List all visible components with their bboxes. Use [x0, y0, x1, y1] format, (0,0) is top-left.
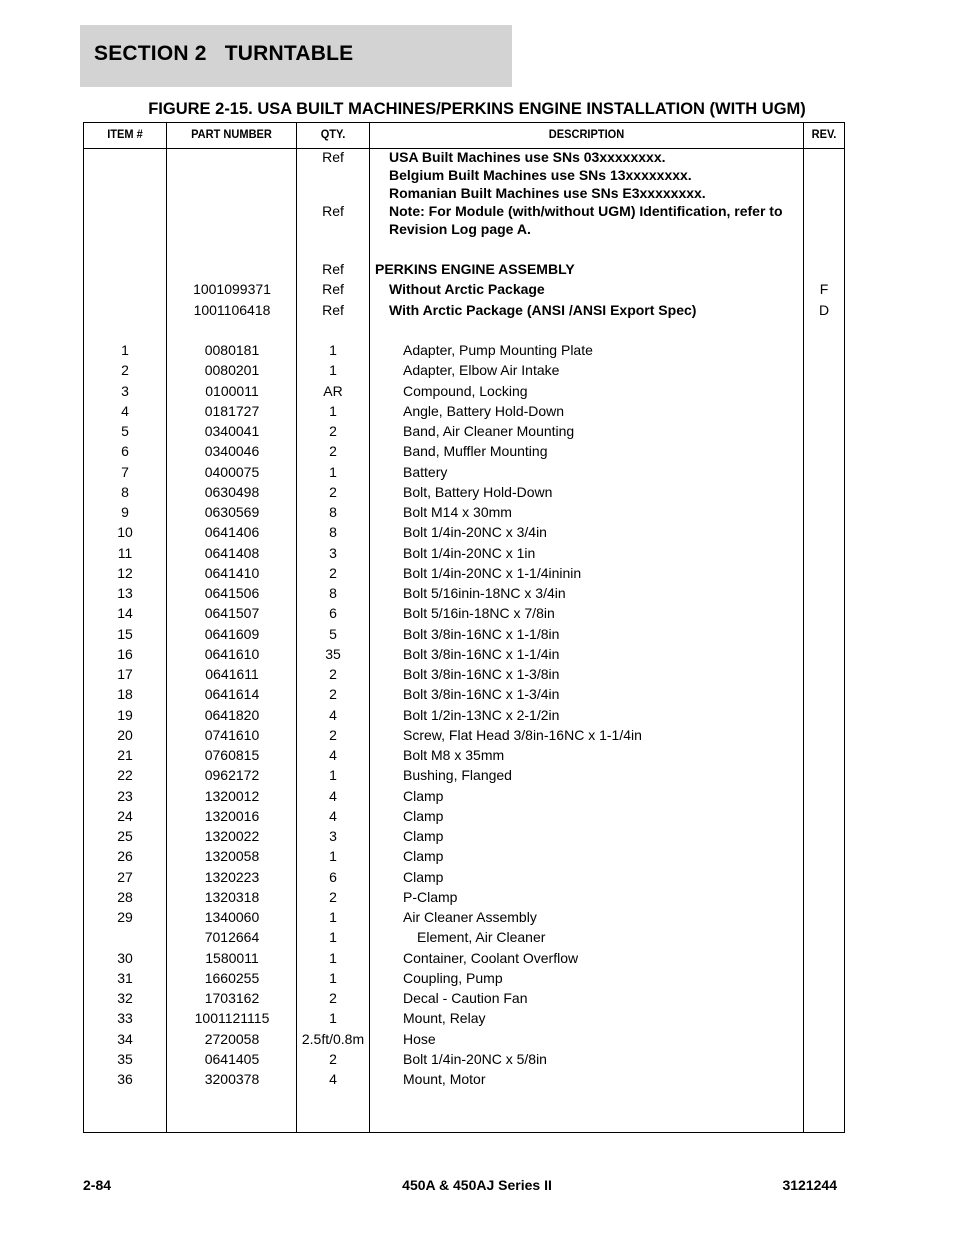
row-description: Compound, Locking — [403, 382, 528, 399]
row-part-number: 7012664 — [204, 929, 260, 946]
row-item-number: 31 — [117, 969, 133, 986]
variant-part-number: 1001106418 — [193, 301, 271, 318]
header-description: DESCRIPTION — [548, 127, 625, 141]
row-qty: 8 — [329, 504, 337, 520]
row-qty: 2 — [329, 666, 337, 682]
row-part-number: 0340041 — [204, 423, 260, 439]
row-qty: 35 — [325, 645, 341, 662]
row-item-number: 25 — [117, 828, 133, 844]
row-part-number: 0641820 — [204, 706, 260, 723]
row-description: Clamp — [403, 807, 444, 824]
row-qty: 2 — [329, 423, 337, 439]
row-description: Bolt 5/16in-18NC x 7/8in — [403, 605, 555, 622]
row-part-number: 1660255 — [204, 969, 260, 986]
row-item-number: 23 — [117, 787, 133, 804]
row-description: Bolt 5/16inin-18NC x 3/4in — [403, 585, 566, 601]
row-item-number: 34 — [117, 1030, 133, 1047]
row-qty: 2 — [329, 1050, 337, 1067]
row-part-number: 0641507 — [204, 605, 260, 622]
row-item-number: 8 — [121, 483, 129, 500]
row-qty: 2 — [329, 443, 337, 460]
row-part-number: 0400075 — [204, 463, 260, 480]
row-description: Clamp — [403, 828, 444, 844]
row-part-number: 0641408 — [204, 544, 260, 561]
row-item-number: 17 — [117, 666, 133, 682]
section-banner — [80, 25, 512, 87]
header-qty: QTY. — [320, 127, 346, 141]
section-title: SECTION 2 TURNTABLE — [94, 42, 354, 65]
row-qty: 1 — [329, 402, 337, 419]
row-qty: 2 — [329, 564, 337, 581]
row-item-number: 29 — [117, 909, 133, 925]
row-description: Bolt 3/8in-16NC x 1-3/4in — [403, 686, 560, 703]
row-part-number: 0641410 — [204, 564, 260, 581]
row-description: Bolt M8 x 35mm — [403, 747, 505, 763]
row-part-number: 1001121115 — [194, 1010, 270, 1027]
row-description: Element, Air Cleaner — [417, 929, 546, 946]
row-description: Bolt 3/8in-16NC x 1-1/8in — [403, 625, 560, 642]
row-description: Bolt 1/4in-20NC x 5/8in — [403, 1050, 547, 1067]
row-qty: 4 — [329, 1071, 337, 1087]
row-qty: 3 — [329, 828, 337, 844]
row-item-number: 28 — [117, 888, 133, 905]
row-part-number: 1320318 — [204, 888, 260, 905]
row-description: Adapter, Elbow Air Intake — [403, 362, 560, 379]
variant-part-number: 1001099371 — [193, 281, 271, 298]
row-description: Decal - Caution Fan — [403, 990, 528, 1006]
header-part-number: PART NUMBER — [191, 127, 272, 141]
row-item-number: 12 — [117, 564, 133, 581]
row-item-number: 4 — [121, 402, 129, 419]
row-part-number: 0641610 — [204, 645, 260, 662]
row-description: Clamp — [403, 787, 444, 804]
footer-page-number: 2-84 — [83, 1177, 112, 1193]
row-qty: 4 — [329, 807, 337, 824]
row-description: Screw, Flat Head 3/8in-16NC x 1-1/4in — [403, 726, 642, 743]
row-qty: 2 — [329, 726, 337, 743]
row-part-number: 1703162 — [204, 990, 260, 1006]
row-qty: AR — [323, 382, 343, 399]
row-description: Bolt M14 x 30mm — [403, 504, 512, 520]
note-qty: Ref — [322, 203, 344, 219]
note-line: Belgium Built Machines use SNs 13xxxxxxxx. — [389, 167, 692, 183]
assembly-description: PERKINS ENGINE ASSEMBLY — [375, 261, 575, 277]
row-item-number: 10 — [117, 524, 133, 541]
row-description: Angle, Battery Hold-Down — [403, 402, 565, 419]
row-part-number: 0340046 — [204, 443, 260, 460]
row-description: Hose — [403, 1030, 436, 1047]
row-part-number: 0181727 — [204, 402, 260, 419]
row-item-number: 16 — [117, 645, 133, 662]
row-part-number: 0630569 — [204, 504, 260, 520]
row-description: Clamp — [403, 868, 444, 885]
row-item-number: 22 — [117, 767, 133, 784]
row-description: Bolt 1/2in-13NC x 2-1/2in — [403, 706, 560, 723]
row-part-number: 0641614 — [204, 686, 260, 703]
row-part-number: 0080181 — [204, 342, 260, 358]
row-part-number: 1320223 — [204, 868, 260, 885]
row-qty: 1 — [329, 949, 337, 966]
row-item-number: 36 — [117, 1071, 133, 1087]
row-description: Bolt 1/4in-20NC x 1in — [403, 544, 536, 561]
row-qty: 4 — [329, 706, 337, 723]
row-item-number: 15 — [117, 625, 133, 642]
variant-description: With Arctic Package (ANSI /ANSI Export Spec) — [389, 301, 697, 318]
variant-qty: Ref — [322, 281, 344, 298]
column-divider — [803, 123, 804, 1132]
parts-table — [83, 122, 845, 1133]
note-line: Note: For Module (with/without UGM) Identification, refer to — [389, 203, 783, 219]
row-description: Bolt 1/4in-20NC x 3/4in — [403, 524, 547, 541]
row-qty: 1 — [329, 463, 337, 480]
row-qty: 4 — [329, 747, 337, 763]
row-part-number: 0630498 — [204, 483, 260, 500]
note-qty: Ref — [322, 149, 344, 165]
row-item-number: 3 — [121, 382, 129, 399]
row-qty: 1 — [329, 969, 337, 986]
row-item-number: 21 — [117, 747, 133, 763]
note-line: Revision Log page A. — [389, 221, 531, 237]
row-description: Clamp — [403, 848, 444, 865]
row-item-number: 24 — [117, 807, 133, 824]
row-part-number: 1320058 — [204, 848, 260, 865]
row-item-number: 33 — [117, 1010, 133, 1027]
row-part-number: 0641405 — [204, 1050, 260, 1067]
variant-rev: D — [818, 301, 830, 318]
note-line: USA Built Machines use SNs 03xxxxxxxx. — [389, 149, 666, 165]
row-item-number: 11 — [117, 544, 133, 561]
row-item-number: 14 — [117, 605, 133, 622]
figure-title: FIGURE 2-15. USA BUILT MACHINES/PERKINS ENGINE INSTALLATION (WITH UGM) — [148, 100, 806, 118]
row-qty: 2 — [329, 990, 337, 1006]
footer-doc-number: 3121244 — [782, 1177, 837, 1193]
row-part-number: 2720058 — [204, 1030, 260, 1047]
row-description: Bolt 3/8in-16NC x 1-1/4in — [403, 645, 560, 662]
row-description: Mount, Relay — [403, 1010, 486, 1027]
row-part-number: 0962172 — [204, 767, 260, 784]
row-part-number: 1320012 — [204, 787, 260, 804]
row-item-number: 5 — [121, 423, 129, 439]
row-qty: 4 — [329, 787, 337, 804]
row-description: Battery — [403, 463, 448, 480]
row-qty: 1 — [329, 909, 337, 925]
footer-model: 450A & 450AJ Series II — [402, 1177, 552, 1193]
row-qty: 2 — [329, 888, 337, 905]
row-item-number: 35 — [117, 1050, 133, 1067]
row-part-number: 1320022 — [204, 828, 260, 844]
row-description: Air Cleaner Assembly — [403, 909, 537, 925]
variant-qty: Ref — [322, 301, 344, 318]
row-description: Container, Coolant Overflow — [403, 949, 579, 966]
row-qty: 8 — [329, 524, 337, 541]
row-description: Bolt, Battery Hold-Down — [403, 483, 553, 500]
row-qty: 3 — [329, 544, 337, 561]
column-divider — [369, 123, 370, 1132]
row-description: Band, Air Cleaner Mounting — [403, 423, 575, 439]
row-qty: 2.5ft/0.8m — [301, 1030, 365, 1047]
row-item-number: 30 — [117, 949, 133, 966]
row-part-number: 0641506 — [204, 585, 260, 601]
row-item-number: 2 — [121, 362, 129, 379]
row-qty: 1 — [329, 342, 337, 358]
row-description: Bushing, Flanged — [403, 767, 512, 784]
row-qty: 6 — [329, 605, 337, 622]
row-part-number: 0641611 — [205, 666, 259, 682]
row-part-number: 1580011 — [205, 949, 259, 966]
row-description: Bolt 3/8in-16NC x 1-3/8in — [403, 666, 560, 682]
row-description: Mount, Motor — [403, 1071, 486, 1087]
row-item-number: 7 — [121, 463, 129, 480]
row-part-number: 0760815 — [204, 747, 260, 763]
row-item-number: 32 — [117, 990, 133, 1006]
variant-rev: F — [819, 281, 829, 298]
row-qty: 2 — [329, 686, 337, 703]
row-item-number: 26 — [117, 848, 133, 865]
row-qty: 5 — [329, 625, 337, 642]
row-part-number: 0080201 — [204, 362, 260, 379]
note-line: Romanian Built Machines use SNs E3xxxxxxxx. — [389, 185, 706, 201]
row-item-number: 1 — [121, 342, 129, 358]
row-qty: 1 — [329, 1010, 337, 1027]
header-rev: REV. — [811, 127, 837, 141]
variant-description: Without Arctic Package — [389, 281, 545, 298]
row-item-number: 13 — [117, 585, 133, 601]
row-description: P-Clamp — [403, 888, 458, 905]
row-description: Adapter, Pump Mounting Plate — [403, 342, 593, 358]
row-item-number: 19 — [117, 706, 133, 723]
row-part-number: 0641609 — [204, 625, 260, 642]
row-item-number: 9 — [121, 504, 129, 520]
row-qty: 8 — [329, 585, 337, 601]
row-qty: 6 — [329, 868, 337, 885]
row-part-number: 0100011 — [205, 382, 259, 399]
row-qty: 2 — [329, 483, 337, 500]
row-item-number: 20 — [117, 726, 133, 743]
row-qty: 1 — [329, 362, 337, 379]
row-part-number: 0741610 — [204, 726, 260, 743]
row-item-number: 6 — [121, 443, 129, 460]
row-part-number: 1340060 — [204, 909, 260, 925]
row-part-number: 3200378 — [204, 1071, 260, 1087]
row-item-number: 27 — [117, 868, 133, 885]
row-qty: 1 — [329, 848, 337, 865]
row-qty: 1 — [329, 767, 337, 784]
row-description: Band, Muffler Mounting — [403, 443, 548, 460]
row-part-number: 0641406 — [204, 524, 260, 541]
row-part-number: 1320016 — [204, 807, 260, 824]
header-item: ITEM # — [107, 127, 143, 141]
row-qty: 1 — [329, 929, 337, 946]
assembly-qty: Ref — [322, 261, 344, 277]
row-item-number: 18 — [117, 686, 133, 703]
row-description: Coupling, Pump — [403, 969, 503, 986]
row-description: Bolt 1/4in-20NC x 1-1/4ininin — [403, 564, 582, 581]
